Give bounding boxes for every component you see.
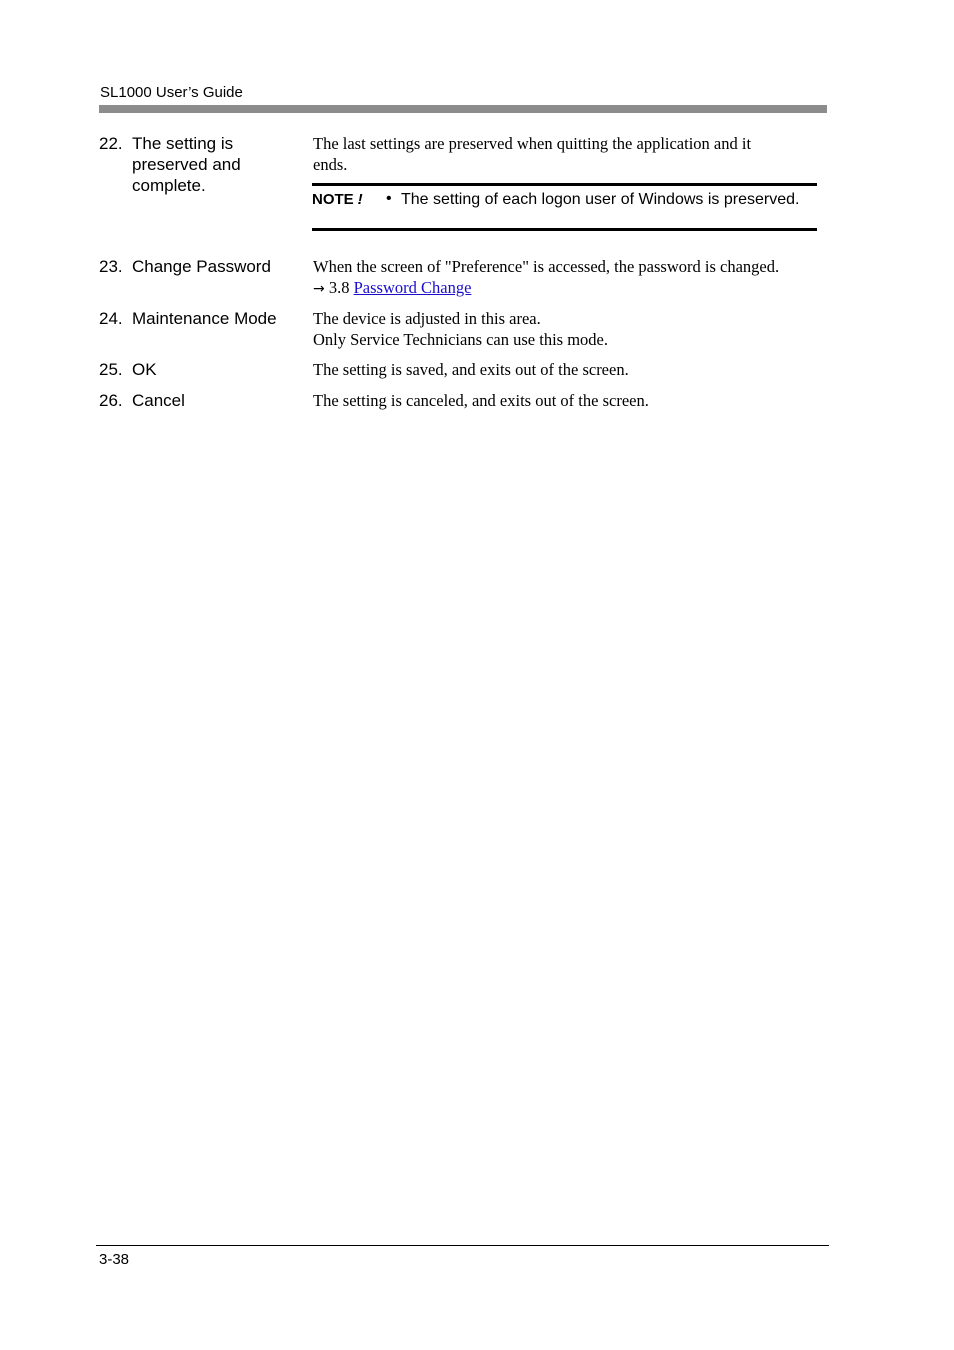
item-number: 24. [99, 309, 123, 328]
item-description [313, 359, 823, 380]
header-divider-bar [99, 105, 827, 113]
item-description [313, 256, 823, 300]
footer-divider [96, 1245, 829, 1246]
definition-item-23 [99, 256, 827, 300]
description-line: The device is adjusted in this area. [313, 309, 541, 328]
item-term [99, 133, 299, 196]
note-label-text: NOTE [312, 191, 354, 208]
item-description [313, 133, 823, 175]
item-term [99, 308, 299, 329]
note-exclamation-icon: ! [357, 191, 363, 208]
item-term [99, 256, 299, 277]
definition-item-25 [99, 359, 827, 383]
item-description [313, 308, 823, 350]
definition-item-22 [99, 133, 827, 243]
item-term-text: OK [132, 360, 157, 379]
reference-section-number: 3.8 [328, 278, 350, 297]
item-term [99, 359, 299, 380]
item-term-text: The setting is preserved and complete. [132, 134, 241, 195]
page-number: 3-38 [99, 1251, 130, 1268]
bullet-icon: • [386, 190, 392, 207]
item-number: 25. [99, 360, 123, 379]
item-number: 26. [99, 391, 123, 410]
description-line: ends. [313, 155, 348, 174]
description-line: The setting is saved, and exits out of the screen. [313, 360, 629, 379]
item-term [99, 390, 299, 411]
definition-item-24 [99, 308, 827, 352]
item-number: 22. [99, 134, 123, 153]
description-line: The setting is canceled, and exits out of the screen. [313, 391, 649, 410]
description-line: The last settings are preserved when quitting the application and it [313, 134, 752, 153]
description-line: Only Service Technicians can use this mode. [313, 330, 609, 349]
item-term-text: Change Password [132, 257, 271, 276]
arrow-right-icon: → [313, 281, 325, 297]
running-header-title: SL1000 User’s Guide [100, 84, 243, 101]
note-text: The setting of each logon user of Windows is preserved. [401, 191, 800, 208]
cross-reference [313, 277, 823, 300]
description-line: When the screen of "Preference" is accessed, the password is changed. [313, 257, 780, 276]
item-description [313, 390, 823, 411]
item-number: 23. [99, 257, 123, 276]
item-term-text: Cancel [132, 391, 185, 410]
password-change-link[interactable]: Password Change [353, 278, 472, 297]
note-label [312, 191, 363, 208]
definition-item-26 [99, 390, 827, 414]
note-box [312, 183, 817, 231]
item-term-text: Maintenance Mode [132, 309, 277, 328]
